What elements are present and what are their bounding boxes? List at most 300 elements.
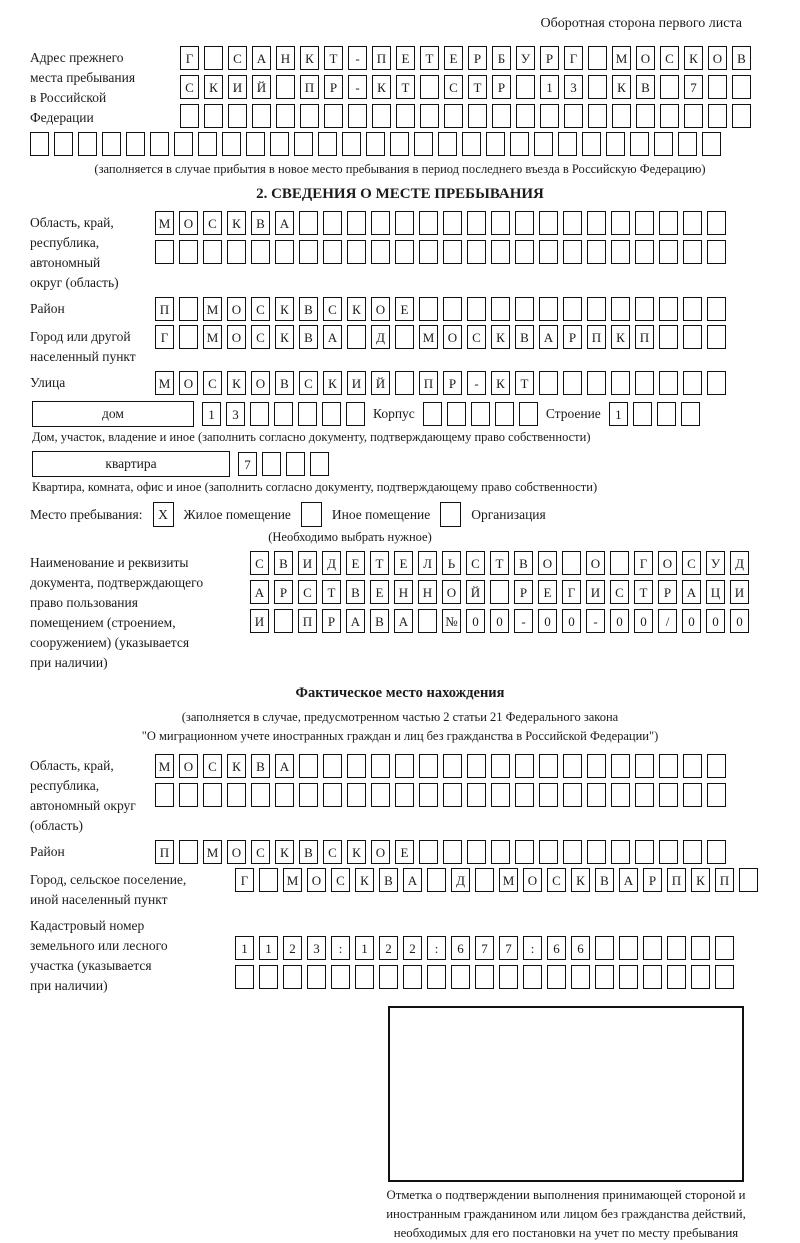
char-box (684, 104, 703, 128)
char-box (635, 297, 654, 321)
char-box (54, 132, 73, 156)
city-field (30, 325, 770, 367)
char-box (395, 371, 414, 395)
char-box: О (523, 868, 542, 892)
char-box (323, 783, 342, 807)
char-box (611, 211, 630, 235)
char-box (204, 46, 223, 70)
street-label: Улица (30, 375, 66, 390)
char-box (251, 783, 270, 807)
char-box: Г (155, 325, 174, 349)
char-box: В (274, 551, 293, 575)
district2-label: Район (30, 844, 65, 859)
char-box: С (547, 868, 566, 892)
char-box (235, 965, 254, 989)
char-box (348, 104, 367, 128)
char-box: Е (538, 580, 557, 604)
char-box: Ь (442, 551, 461, 575)
char-box: М (155, 371, 174, 395)
char-row (180, 46, 751, 70)
char-box: С (323, 840, 342, 864)
char-box: 2 (403, 936, 422, 960)
apartment-note: Квартира, комната, офис и иное (заполнить согласно документу, подтверждающему право собственности) (32, 480, 598, 494)
char-row (235, 868, 758, 892)
char-box: Б (492, 46, 511, 70)
char-box: В (299, 297, 318, 321)
char-box (715, 936, 734, 960)
char-box (539, 371, 558, 395)
char-box: Д (451, 868, 470, 892)
char-box (563, 240, 582, 264)
char-box: № (442, 609, 461, 633)
char-box (347, 211, 366, 235)
char-box: П (419, 371, 438, 395)
char-box (347, 240, 366, 264)
char-box: К (275, 840, 294, 864)
char-box (299, 240, 318, 264)
char-box (419, 783, 438, 807)
char-row (180, 75, 751, 99)
char-box: У (706, 551, 725, 575)
char-box (739, 868, 758, 892)
char-box: 3 (307, 936, 326, 960)
char-box: Г (634, 551, 653, 575)
char-row (235, 936, 734, 960)
document-rows (250, 551, 749, 633)
char-box (659, 240, 678, 264)
char-box: С (203, 371, 222, 395)
char-box: Т (420, 46, 439, 70)
char-box (660, 104, 679, 128)
char-box (102, 132, 121, 156)
char-box: Е (394, 551, 413, 575)
region2-rows (155, 754, 726, 807)
char-box (510, 132, 529, 156)
char-box: К (611, 325, 630, 349)
char-box: / (658, 609, 677, 633)
char-box: Е (396, 46, 415, 70)
region2-label: Область, край, республика, автономный округ (область) (30, 758, 136, 833)
char-box (179, 297, 198, 321)
char-box (467, 840, 486, 864)
char-box: 1 (355, 936, 374, 960)
char-box (539, 211, 558, 235)
char-box: К (355, 868, 374, 892)
char-box: П (715, 868, 734, 892)
char-box: В (370, 609, 389, 633)
char-box: С (467, 325, 486, 349)
char-box (331, 965, 350, 989)
house-number-cells (202, 402, 365, 426)
district-label: Район (30, 301, 65, 316)
char-box (283, 965, 302, 989)
char-box (323, 754, 342, 778)
char-box: 0 (562, 609, 581, 633)
char-box (203, 783, 222, 807)
char-box (252, 104, 271, 128)
char-box (270, 132, 289, 156)
char-box: Е (395, 840, 414, 864)
street-field (30, 371, 770, 395)
char-box: О (586, 551, 605, 575)
region2-field (30, 754, 770, 836)
char-box (659, 840, 678, 864)
char-box: 1 (540, 75, 559, 99)
char-box (707, 754, 726, 778)
char-box: И (347, 371, 366, 395)
premises-line (30, 502, 770, 527)
char-box (155, 240, 174, 264)
char-box (371, 754, 390, 778)
char-box: О (636, 46, 655, 70)
char-box: А (252, 46, 271, 70)
char-box (323, 211, 342, 235)
char-box (659, 371, 678, 395)
char-box (587, 371, 606, 395)
char-box (246, 132, 265, 156)
char-box: 7 (238, 452, 257, 476)
char-box: А (346, 609, 365, 633)
char-box (475, 965, 494, 989)
char-box: П (587, 325, 606, 349)
section2-title: 2. СВЕДЕНИЯ О МЕСТЕ ПРЕБЫВАНИЯ (256, 186, 544, 202)
char-box: 0 (466, 609, 485, 633)
char-box: 0 (538, 609, 557, 633)
char-box: 2 (379, 936, 398, 960)
header-note: Оборотная сторона первого листа (540, 16, 742, 31)
char-box (347, 754, 366, 778)
char-row (235, 965, 734, 989)
checkbox-zhiloe: X (153, 502, 174, 527)
char-box: П (667, 868, 686, 892)
char-box: К (347, 840, 366, 864)
char-box: С (228, 46, 247, 70)
char-box (515, 840, 534, 864)
char-box: 0 (682, 609, 701, 633)
char-box (562, 551, 581, 575)
char-box (678, 132, 697, 156)
char-box (491, 297, 510, 321)
char-box: О (179, 211, 198, 235)
char-box (294, 132, 313, 156)
char-box (563, 371, 582, 395)
char-box (611, 240, 630, 264)
char-box (347, 783, 366, 807)
char-box: Р (443, 371, 462, 395)
char-box: 0 (610, 609, 629, 633)
char-box: Р (563, 325, 582, 349)
char-box (371, 783, 390, 807)
char-box: О (443, 325, 462, 349)
char-box (419, 840, 438, 864)
apartment-type-box: квартира (32, 451, 230, 477)
char-box: И (250, 609, 269, 633)
char-box (447, 402, 466, 426)
char-box: В (732, 46, 751, 70)
char-box (286, 452, 305, 476)
char-box: И (298, 551, 317, 575)
char-box (443, 297, 462, 321)
char-box (379, 965, 398, 989)
char-box: : (331, 936, 350, 960)
char-row (155, 325, 726, 349)
char-box: К (227, 211, 246, 235)
char-box: 1 (609, 402, 628, 426)
char-box (467, 783, 486, 807)
char-box: К (204, 75, 223, 99)
char-box: Т (634, 580, 653, 604)
char-box (516, 104, 535, 128)
char-box: О (371, 840, 390, 864)
char-box: О (179, 754, 198, 778)
char-box (539, 240, 558, 264)
char-box (420, 75, 439, 99)
char-box (395, 240, 414, 264)
actual-location-title: Фактическое место нахождения (295, 685, 505, 701)
option-zhiloe-label: Жилое помещение (183, 506, 291, 522)
char-box: Р (274, 580, 293, 604)
char-row (180, 104, 751, 128)
char-row (155, 211, 726, 235)
char-box: П (155, 297, 174, 321)
char-box (635, 840, 654, 864)
char-box: О (538, 551, 557, 575)
char-box (395, 783, 414, 807)
char-box (250, 402, 269, 426)
char-box: 0 (490, 609, 509, 633)
stamp-area (366, 1006, 766, 1243)
char-box (519, 402, 538, 426)
char-box: Т (490, 551, 509, 575)
char-box: А (275, 211, 294, 235)
house-type-box: дом (32, 401, 194, 427)
char-box: - (514, 609, 533, 633)
char-box (515, 240, 534, 264)
char-box (179, 325, 198, 349)
char-box (691, 965, 710, 989)
char-box: Д (730, 551, 749, 575)
char-box (179, 783, 198, 807)
char-box: А (403, 868, 422, 892)
char-box: К (227, 754, 246, 778)
char-box (539, 840, 558, 864)
char-box: А (394, 609, 413, 633)
char-box (540, 104, 559, 128)
char-box: А (250, 580, 269, 604)
char-box (468, 104, 487, 128)
char-box: В (595, 868, 614, 892)
char-box (708, 104, 727, 128)
char-row (155, 783, 726, 807)
char-box (299, 754, 318, 778)
char-box (307, 965, 326, 989)
char-box: Р (643, 868, 662, 892)
char-box: О (251, 371, 270, 395)
char-box (423, 402, 442, 426)
char-box: 1 (202, 402, 221, 426)
char-box: К (300, 46, 319, 70)
char-box: С (660, 46, 679, 70)
char-box: К (323, 371, 342, 395)
char-box (491, 840, 510, 864)
char-box (475, 868, 494, 892)
char-box (274, 609, 293, 633)
char-box: К (612, 75, 631, 99)
char-box: Ц (706, 580, 725, 604)
char-box: Р (492, 75, 511, 99)
char-box: 0 (634, 609, 653, 633)
char-box: - (467, 371, 486, 395)
char-box: О (708, 46, 727, 70)
char-box: Н (276, 46, 295, 70)
city-label: Город или другой населенный пункт (30, 329, 136, 364)
char-box (419, 297, 438, 321)
char-box (259, 965, 278, 989)
char-box: В (346, 580, 365, 604)
char-box: П (635, 325, 654, 349)
char-box (471, 402, 490, 426)
char-box (612, 104, 631, 128)
house-line (32, 401, 770, 427)
char-box: К (491, 325, 510, 349)
char-box: Й (466, 580, 485, 604)
char-box (630, 132, 649, 156)
char-box (395, 325, 414, 349)
stroenie-cells (609, 402, 700, 426)
prev-address-overflow-row (30, 132, 770, 156)
char-box: Г (562, 580, 581, 604)
char-box (491, 240, 510, 264)
char-box: С (331, 868, 350, 892)
char-row (155, 371, 726, 395)
char-box: Т (322, 580, 341, 604)
char-box (595, 936, 614, 960)
char-box (659, 783, 678, 807)
char-box (276, 104, 295, 128)
region-rows (155, 211, 726, 264)
char-box (323, 240, 342, 264)
char-box (126, 132, 145, 156)
char-row (155, 240, 726, 264)
char-box (683, 783, 702, 807)
char-box: Р (658, 580, 677, 604)
char-box (683, 754, 702, 778)
char-box: - (348, 46, 367, 70)
char-box (516, 75, 535, 99)
char-box (659, 211, 678, 235)
char-box (395, 211, 414, 235)
char-box (660, 75, 679, 99)
char-box (342, 132, 361, 156)
char-row (250, 580, 749, 604)
char-box (587, 240, 606, 264)
char-box (467, 297, 486, 321)
char-box (683, 840, 702, 864)
char-box (275, 783, 294, 807)
char-box (275, 240, 294, 264)
char-box (707, 371, 726, 395)
char-box: А (539, 325, 558, 349)
char-box: Д (322, 551, 341, 575)
char-box: М (203, 325, 222, 349)
district-field (30, 297, 770, 321)
char-box: С (251, 297, 270, 321)
char-box: Н (394, 580, 413, 604)
char-box (547, 965, 566, 989)
district2-field (30, 840, 770, 864)
char-box (582, 132, 601, 156)
char-box: И (730, 580, 749, 604)
char-box: А (275, 754, 294, 778)
char-box (587, 211, 606, 235)
region-field (30, 211, 770, 293)
char-box: П (300, 75, 319, 99)
char-box: А (323, 325, 342, 349)
char-box (420, 104, 439, 128)
char-box (486, 132, 505, 156)
char-box: И (586, 580, 605, 604)
char-box (563, 297, 582, 321)
char-box: 1 (235, 936, 254, 960)
char-box: К (372, 75, 391, 99)
char-box: С (251, 840, 270, 864)
char-box (346, 402, 365, 426)
char-box (155, 783, 174, 807)
char-box: В (636, 75, 655, 99)
char-box (635, 783, 654, 807)
prev-address-label: Адрес прежнего места пребывания в Российской Федерации (30, 50, 136, 125)
char-box (515, 211, 534, 235)
option-inoe-label: Иное помещение (331, 506, 431, 522)
char-box (515, 297, 534, 321)
char-box (274, 402, 293, 426)
char-box (300, 104, 319, 128)
char-box (467, 754, 486, 778)
stroenie-label: Строение (545, 406, 601, 421)
char-box (30, 132, 49, 156)
char-box (499, 965, 518, 989)
char-box (619, 965, 638, 989)
char-box (179, 840, 198, 864)
char-box (371, 240, 390, 264)
char-box: А (682, 580, 701, 604)
apartment-line (32, 451, 770, 477)
char-box (414, 132, 433, 156)
char-box: С (203, 754, 222, 778)
char-box: С (298, 580, 317, 604)
char-box (595, 965, 614, 989)
char-box (659, 754, 678, 778)
char-box: С (466, 551, 485, 575)
char-box (78, 132, 97, 156)
char-box (691, 936, 710, 960)
char-box (444, 104, 463, 128)
char-box: : (523, 936, 542, 960)
document-field (30, 551, 770, 673)
actual-location-note: (заполняется в случае, предусмотренном частью 2 статьи 21 Федерального закона "О миграционном учете иностранных граждан и лиц без гражданства в Российской Федерации") (141, 710, 659, 743)
prev-address-rows (180, 46, 751, 128)
char-box (276, 75, 295, 99)
char-box (324, 104, 343, 128)
char-box (715, 965, 734, 989)
char-box (203, 240, 222, 264)
char-box (227, 240, 246, 264)
char-box: Т (396, 75, 415, 99)
char-box: Г (564, 46, 583, 70)
char-box (635, 754, 654, 778)
prev-address-field (30, 46, 770, 128)
char-box: С (682, 551, 701, 575)
